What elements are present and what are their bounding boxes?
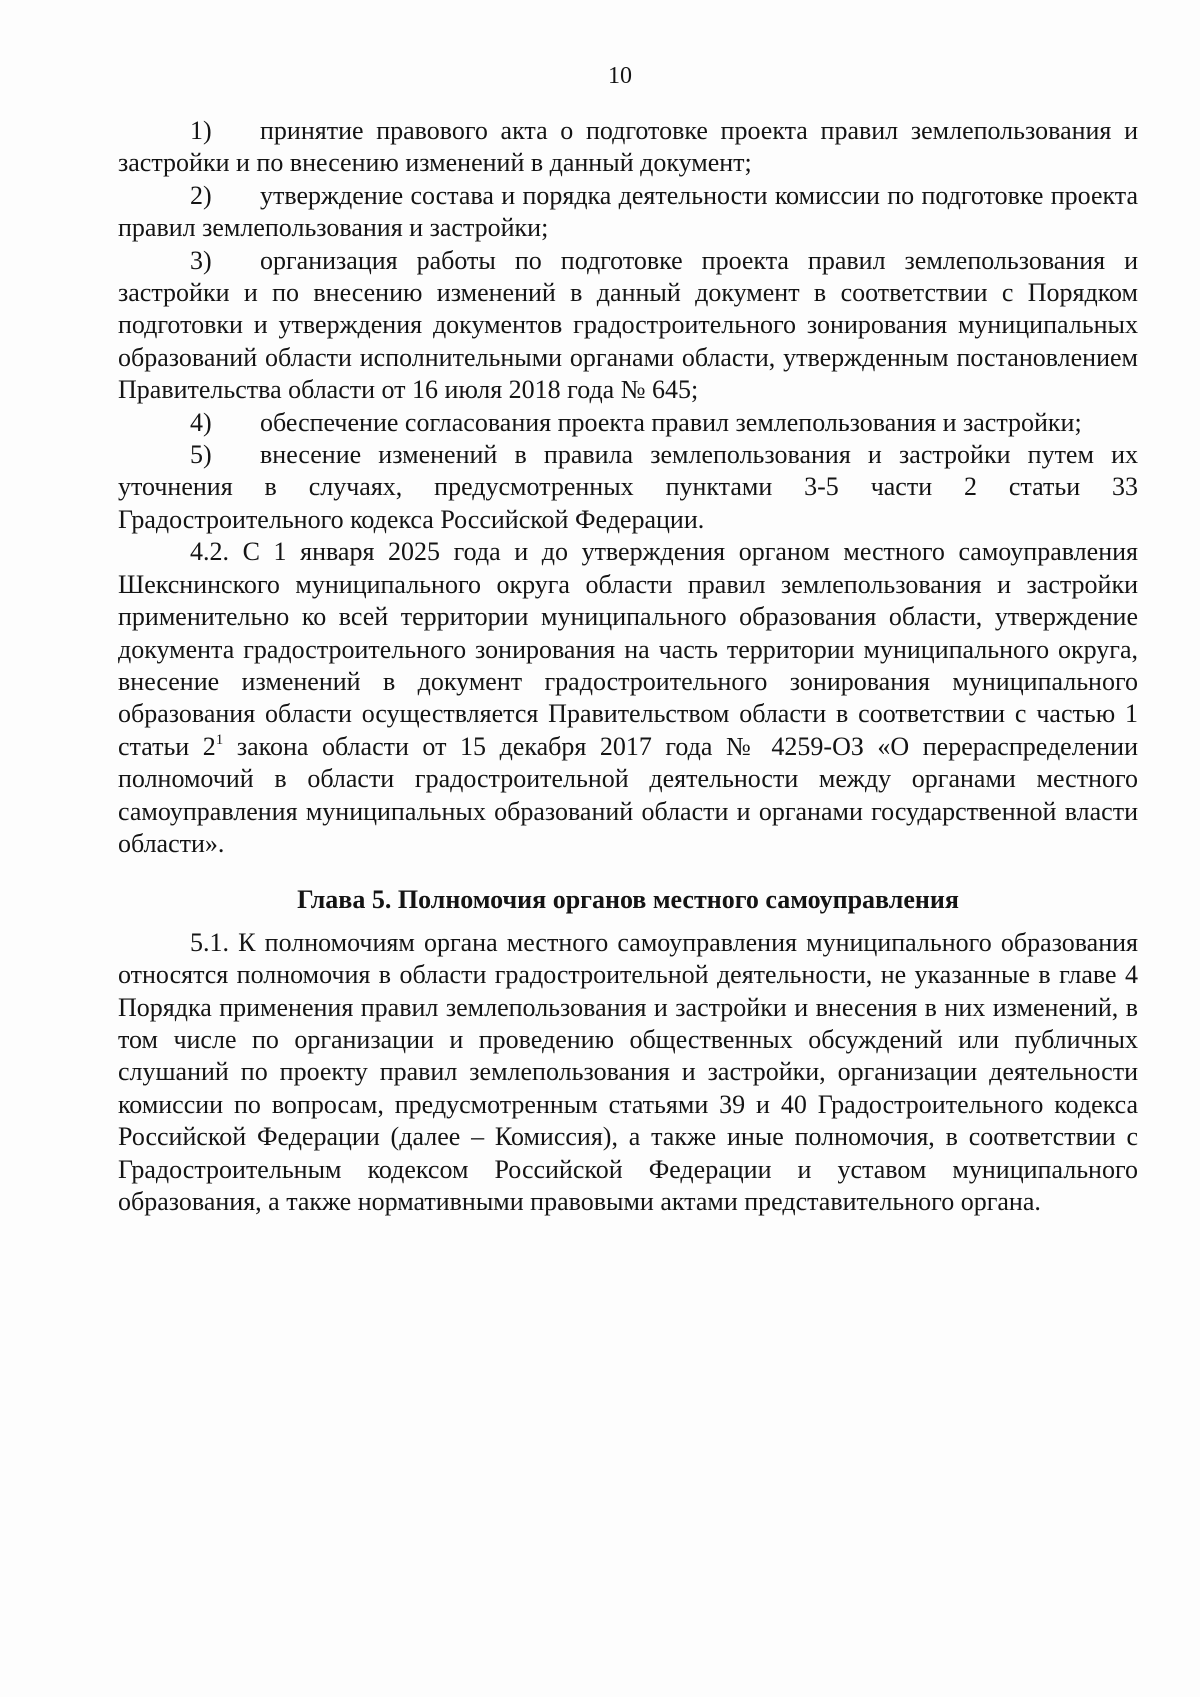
chapter-heading: Глава 5. Полномочия органов местного самоуправления — [297, 885, 959, 915]
list-item-5 — [118, 439, 1138, 536]
paragraph-4-2-text-cont: закона области от 15 декабря 2017 года № 4259-ОЗ «О перераспределении полномочий в области градостроительной деятельности между органами местного самоуправления муниципальных образований области и органами государственной власти области». — [118, 731, 1138, 858]
list-item-text: внесение изменений в правила землепользования и застройки путем их уточнения в случаях, предусмотренных пунктами 3-5 части 2 статьи 33 Градостроительного кодекса Российской Федерации. — [118, 440, 1138, 534]
list-item-number: 5) — [190, 440, 212, 470]
list-item-number: 2) — [190, 180, 212, 210]
document-body — [118, 115, 1138, 1218]
list-item-3 — [118, 245, 1138, 407]
superscript-footnote: 1 — [215, 731, 224, 748]
paragraph-4-2-text: 4.2. С 1 января 2025 года и до утверждения органом местного самоуправления Шекснинского муниципального округа области правил землепользования и застройки применительно ко всей территории муниципального образования области, утверждение документа градостроительного зонирования на часть территории муниципального округа, внесение изменений в документ градостроительного зонирования муниципального образования области осуществляется Правительством области в соответствии с частью 1 статьи 2 — [118, 537, 1138, 761]
list-item-text: обеспечение согласования проекта правил землепользования и застройки; — [260, 407, 1082, 437]
list-item-1 — [118, 115, 1138, 180]
list-item-number: 3) — [190, 245, 212, 275]
list-item-4 — [118, 407, 1138, 439]
page-number: 10 — [608, 63, 632, 89]
paragraph-4-2 — [118, 536, 1138, 860]
list-item-2 — [118, 180, 1138, 245]
section-spacer — [118, 860, 1138, 884]
list-item-text: утверждение состава и порядка деятельности комиссии по подготовке проекта правил землепользования и застройки; — [118, 180, 1138, 243]
list-item-text: принятие правового акта о подготовке проекта правил землепользования и застройки и по внесению изменений в данный документ; — [118, 116, 1138, 178]
paragraph-5-1: 5.1. К полномочиям органа местного самоуправления муниципального образования относятся полномочия в области градостроительной деятельности, не указанные в главе 4 Порядка применения правил землепользования и застройки и внесения в них изменений, в том числе по организации и проведению общественных обсуждений или публичных слушаний по проекту правил землепользования и застройки, организации деятельности комиссии по вопросам, предусмотренным статьями 39 и 40 Градостроительного кодекса Российской Федерации (далее – Комиссия), а также иные полномочия, в соответствии с Градостроительным кодексом Российской Федерации и уставом муниципального образования, а также нормативными правовыми актами представительного органа. — [118, 927, 1138, 1216]
list-item-number: 1) — [190, 116, 212, 145]
list-item-text: организация работы по подготовке проекта правил землепользования и застройки и по внесению изменений в данный документ в соответствии с Порядком подготовки и утверждения документов градостроительного зонирования муниципальных образований области исполнительными органами области, утвержденным постановлением Правительства области от 16 июля 2018 года № 645; — [118, 245, 1138, 405]
list-item-number: 4) — [190, 407, 212, 437]
